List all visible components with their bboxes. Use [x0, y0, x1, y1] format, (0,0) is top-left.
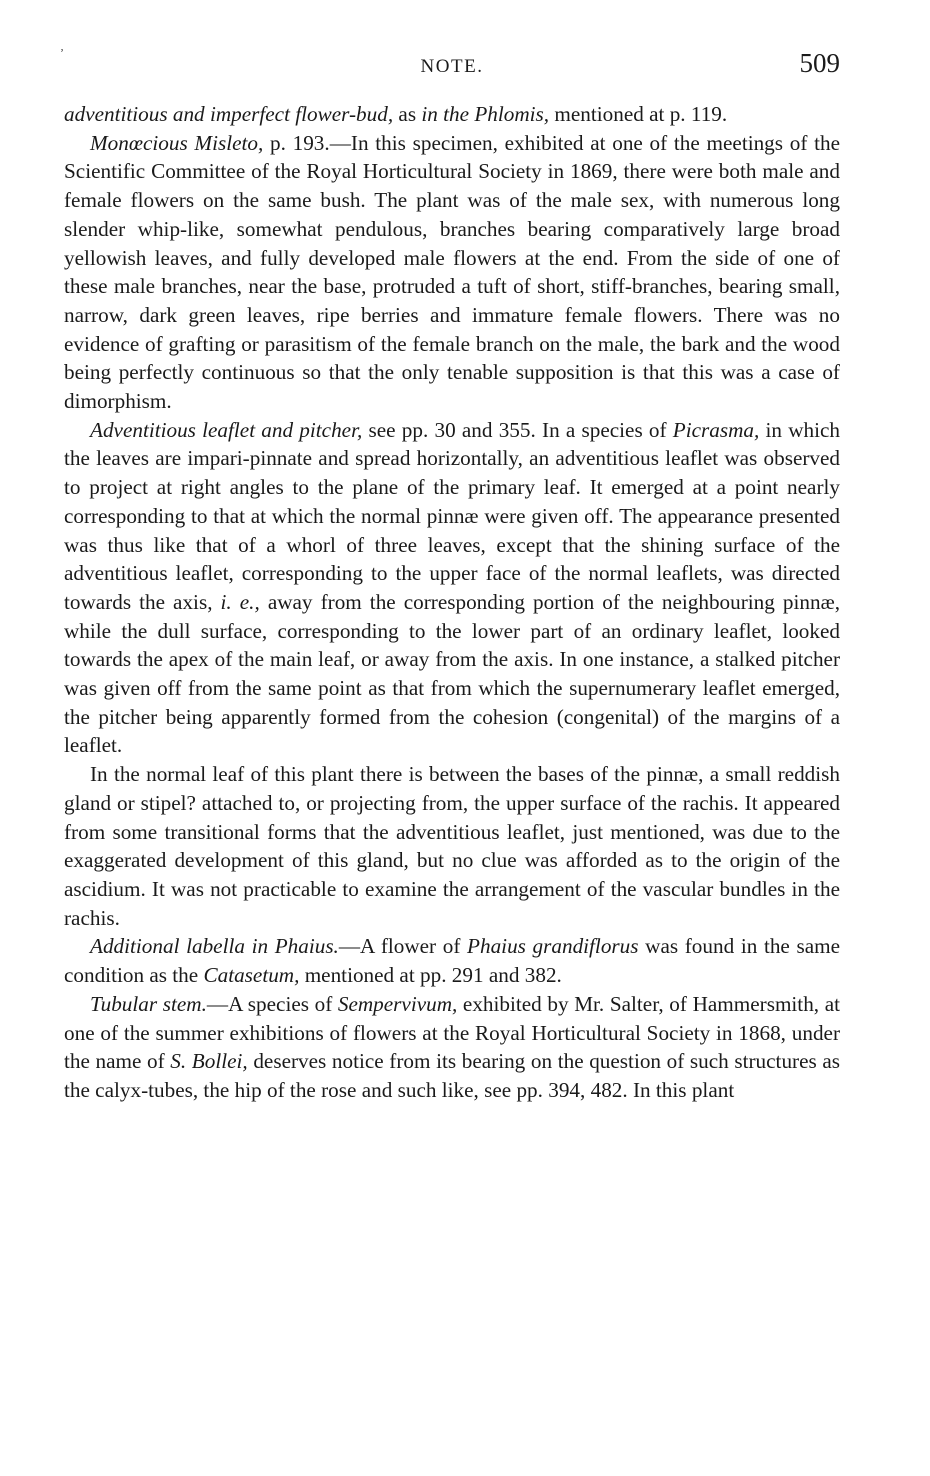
stray-mark: ʼ	[60, 46, 64, 60]
paragraph-tubular-stem	[64, 990, 840, 1105]
body-text	[64, 100, 840, 1105]
italic-text: adventitious and imperfect flower-bud,	[64, 102, 394, 126]
text-run: see pp. 30 and 355. In a species of	[362, 417, 673, 442]
paragraph-normal-leaf	[64, 760, 840, 932]
italic-text: Tubular stem.	[90, 991, 207, 1016]
text-run: away from the corresponding portion of the neighbouring pinnæ, while the dull surface, corresponding to the lower part of an ordinary leaflet, looked towards the apex of the main leaf, or away from the axis. In one instance, a stalked pitcher was given off from the same point as that from which the supernumerary leaflet emerged, the pitcher being apparently formed from the cohesion (congenital) of the margins of a leaflet.	[64, 589, 840, 758]
italic-text: Monœcious Misleto,	[90, 130, 264, 155]
italic-text: Adventitious leaflet and pitcher,	[90, 417, 363, 442]
italic-text: Picrasma,	[672, 417, 760, 442]
text-run: p. 193.—In this specimen, exhibited at one of the meetings of the Scientific Committee of the Royal Horticultural Society in 1869, there were both male and female flowers on the same bush. The plant was of the male sex, with numerous long slender whip-like, somewhat pendulous, branches bearing comparatively large broad yellowish leaves, and fully developed male flowers at the end. From the side of one of these male branches, near the base, protruded a tuft of short, stiff-branches, bearing small, narrow, dark green leaves, ripe berries and immature female flowers. There was no evidence of grafting or parasitism of the female branch on the male, the bark and the wood being perfectly continuous so that the only tenable supposition is that this was a case of dimorphism.	[64, 130, 841, 414]
italic-text: i. e.,	[220, 589, 260, 614]
text-run: deserves notice from its bearing on the question of such structures as the calyx-tubes, the hip of the rose and such like, see pp. 394, 482. In this plant	[64, 1049, 841, 1102]
italic-text: Sempervivum,	[337, 991, 458, 1016]
text-run: In the normal leaf of this plant there is between the bases of the pinnæ, a small reddish gland or stipel? attached to, or projecting from, the upper surface of the rachis. It appeared from some transitional forms that the adventitious leaflet, just mentioned, was due to the exaggerated development of this gland, but no clue was afforded as to the origin of the ascidium. It was not practicable to examine the arrangement of the vascular bundles in the rachis.	[64, 762, 840, 930]
paragraph-adventitious-leaflet	[64, 416, 840, 760]
italic-text: Phaius grandiflorus	[467, 934, 639, 959]
text-run: mentioned at p. 119.	[549, 102, 728, 126]
italic-text: Catasetum,	[203, 963, 300, 988]
paragraph-monoecious-misleto	[64, 129, 840, 416]
running-title: NOTE.	[420, 56, 484, 77]
text-run: —A flower of	[338, 934, 468, 959]
italic-text: S. Bollei,	[170, 1049, 248, 1074]
text-run: mentioned at pp. 291 and 382.	[299, 963, 562, 988]
text-run: exhibited by Mr. Salter, of Hammersmith, at one of the summer exhibitions of flowers at the Royal Horticultural Society in 1868, under the name of	[64, 991, 840, 1074]
text-run: was found in the same condition as the	[64, 934, 840, 988]
italic-text: in the Phlomis,	[421, 102, 550, 126]
paragraph-additional-labella	[64, 932, 840, 989]
page-number: 509	[799, 48, 840, 78]
paragraph-continuation	[64, 100, 840, 129]
text-run: —A species of	[206, 991, 338, 1016]
text-run: in which the leaves are impari-pinnate and spread horizontally, an adventitious leaflet was observed to project at right angles to the plane of the primary leaf. It emerged at a point nearly corresponding to that at which the normal pinnæ were given off. The appearance presented was thus like that of a whorl of three leaves, except that the shining surface of the adventitious leaflet, corresponding to the upper face of the normal leaflets, was directed towards the axis,	[64, 417, 841, 614]
text-run: as	[393, 102, 422, 126]
italic-text: Additional labella in Phaius.	[90, 934, 339, 959]
running-head	[60, 46, 840, 88]
page	[60, 46, 841, 1105]
